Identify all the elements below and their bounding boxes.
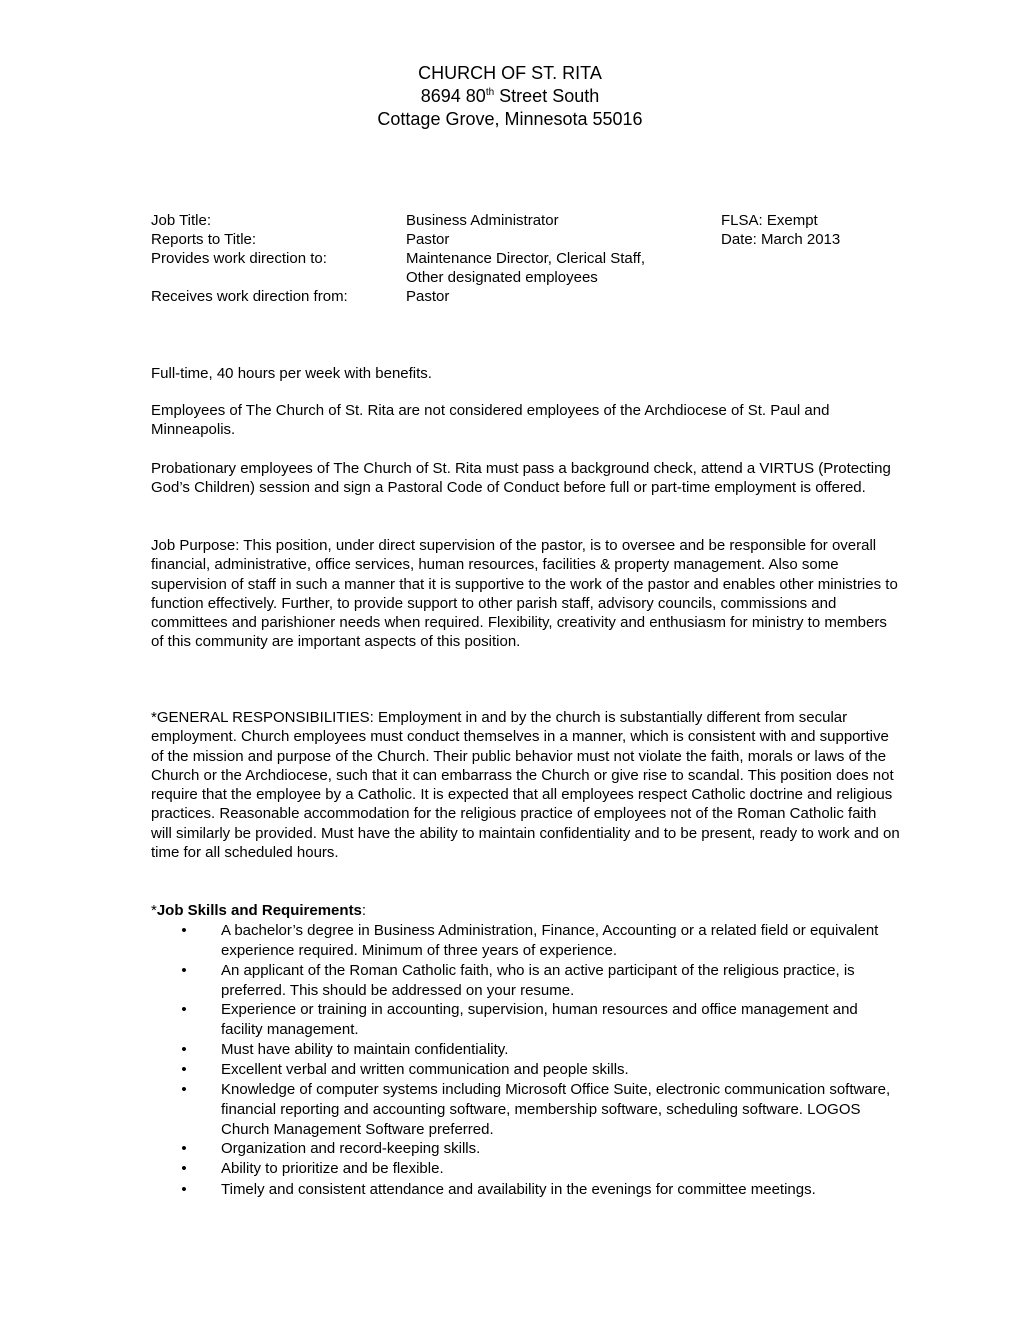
bullet-icon: • — [181, 1001, 187, 1018]
street-ordinal: th — [485, 87, 495, 98]
job-purpose: Job Purpose: This position, under direct supervision of the pastor, is to oversee and be responsible for overall financial, administrative, office services, human resources, facilities & property management. Also some supervision of staff in such a manner that it is supportive to the work of the pastor and enables other ministries to function effectively. Further, to provide support to other parish staff, advisory councils, commissions and committees and parishioner needs when required. Flexibility, creativity and enthusiasm for ministry to members of this community are important aspects of this position. — [151, 537, 898, 651]
employment-terms: Full-time, 40 hours per week with benefits. — [151, 365, 432, 382]
reports-to-value: Pastor — [406, 231, 450, 248]
church-street — [0, 85, 1020, 108]
skills-heading-text: Job Skills and Requirements — [156, 902, 362, 919]
bullet-icon: • — [181, 1061, 187, 1078]
flsa-status: FLSA: Exempt — [721, 212, 818, 229]
street-number: 8694 80 — [420, 86, 486, 106]
bullet-icon: • — [181, 1041, 187, 1058]
provides-direction-value-1: Maintenance Director, Clerical Staff, — [406, 250, 645, 267]
bullet-icon: • — [181, 1081, 187, 1098]
skills-heading-prefix: * — [151, 902, 157, 919]
job-title-label: Job Title: — [151, 212, 212, 229]
receives-direction-value: Pastor — [406, 288, 450, 305]
bullet-icon: • — [181, 1160, 187, 1177]
bullet-icon: • — [181, 962, 187, 979]
job-title-value: Business Administrator — [406, 212, 559, 229]
bullet-icon: • — [181, 1181, 187, 1198]
skills-heading-colon: : — [361, 902, 367, 919]
document-date: Date: March 2013 — [721, 231, 841, 248]
skills-heading — [151, 901, 366, 920]
list-item-text: Excellent verbal and written communication and people skills. — [221, 1061, 629, 1078]
list-item-text: Organization and record-keeping skills. — [221, 1140, 481, 1157]
list-item-text: A bachelor’s degree in Business Administration, Finance, Accounting or a related field or equivalent experience required. Minimum of three years of experience. — [221, 922, 879, 959]
provides-direction-label: Provides work direction to: — [151, 250, 327, 267]
receives-direction-label: Receives work direction from: — [151, 288, 348, 305]
archdiocese-note: Employees of The Church of St. Rita are not considered employees of the Archdiocese of St. Paul and Minneapolis. — [151, 402, 830, 439]
list-item-text: Knowledge of computer systems including Microsoft Office Suite, electronic communication software, financial reporting and accounting software, membership software, scheduling software. LOGOS Church Management Software preferred. — [221, 1081, 891, 1138]
list-item-text: Experience or training in accounting, supervision, human resources and office management and facility management. — [221, 1001, 858, 1038]
general-responsibilities: *GENERAL RESPONSIBILITIES: Employment in and by the church is substantially different from secular employment. Church employees must conduct themselves in a manner, which is consistent with and supportive of the mission and purpose of the Church. Their public behavior must not violate the faith, morals or laws of the Church or the Archdiocese, such that it can embarrass the Church or give rise to scandal. This position does not require that the employee by a Catholic. It is expected that all employees respect Catholic doctrine and religious practices. Reasonable accommodation for the religious practice of employees not of the Roman Catholic faith will similarly be provided. Must have the ability to maintain confidentiality and to be present, ready to work and on time for all scheduled hours. — [151, 709, 900, 862]
provides-direction-value-2: Other designated employees — [406, 269, 598, 286]
street-name: Street South — [494, 86, 600, 106]
bullet-icon: • — [181, 922, 187, 939]
church-city: Cottage Grove, Minnesota 55016 — [377, 109, 643, 129]
reports-to-label: Reports to Title: — [151, 231, 257, 248]
list-item-text: An applicant of the Roman Catholic faith, who is an active participant of the religious practice, is preferred. This should be addressed on your resume. — [221, 962, 855, 999]
list-item-text: Ability to prioritize and be flexible. — [221, 1160, 444, 1177]
bullet-icon: • — [181, 1140, 187, 1157]
list-item-text: Must have ability to maintain confidentiality. — [221, 1041, 509, 1058]
church-name: CHURCH OF ST. RITA — [418, 63, 602, 83]
probation-note: Probationary employees of The Church of St. Rita must pass a background check, attend a VIRTUS (Protecting God’s Children) session and sign a Pastoral Code of Conduct before full or part-time employment is offered. — [151, 460, 891, 497]
list-item-text: Timely and consistent attendance and availability in the evenings for committee meetings. — [221, 1181, 816, 1198]
